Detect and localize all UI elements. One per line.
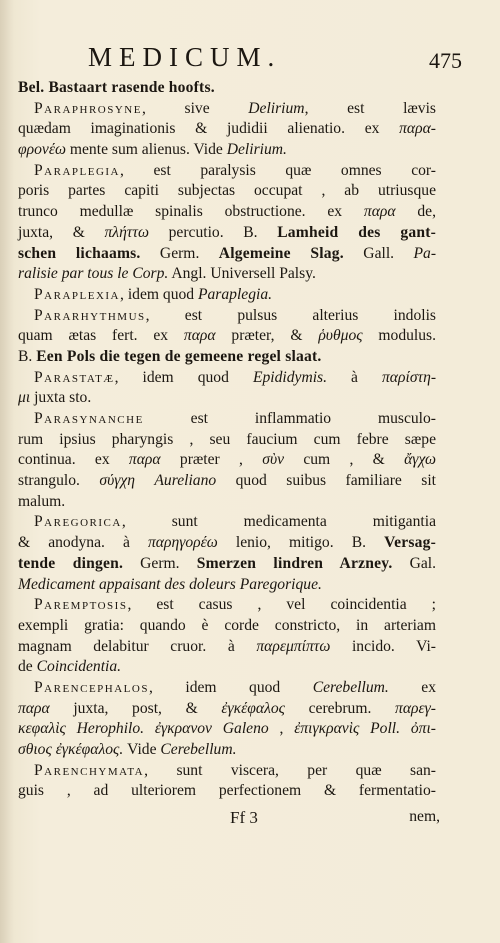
text-segment: Poll. [370,720,401,738]
text-line [18,306,436,327]
text-segment: παρεγ- [395,699,436,717]
text-segment: de [18,658,37,676]
text-segment: Germ. [140,244,219,262]
text-line [18,264,436,285]
text-segment: ἐγκέφαλος [221,699,285,717]
entry-headword: Paraplexia [34,285,121,303]
text-line [18,699,436,720]
entry-headword: Paraplegia [34,161,121,179]
text-segment: παρα [18,699,50,717]
text-segment: guis , ad ulteriorem perfectionem & fermentatio- [18,782,436,800]
text-segment: παρηγορέω [147,534,218,552]
text-segment: , idem quod [120,285,198,303]
text-segment: , idem quod [114,368,253,386]
text-segment: juxta sto. [30,389,92,407]
entry-headword: Parastatæ [34,368,115,386]
text-segment: cerebrum. [284,699,396,717]
text-segment [144,720,155,737]
text-segment: rum ipsius pharyngis , seu faucium cum febre sæpe [18,430,436,448]
text-line [18,616,436,637]
text-segment: poris partes capiti subjectas occupat , ab utriusque [18,182,436,200]
text-segment: Gall. [343,244,414,262]
text-line [18,161,436,182]
text-segment: Bel. [18,79,49,96]
text-segment: Cerebellum. [160,741,237,758]
text-segment: ὀπι- [410,720,436,738]
text-line [18,285,436,306]
text-segment: magnam delabitur cruor. à [18,637,257,655]
text-segment: σὺν [262,451,285,469]
text-segment: , est casus , vel coincidentia ; [127,596,436,614]
text-segment: Een Pols die tegen de gemeene regel slaat. [36,347,322,365]
entry-headword: Pararhythmus [34,306,146,324]
entry-headword: Parasynanche [34,410,144,427]
text-segment [359,720,370,737]
text-segment: ἐγκρανον [154,720,212,738]
text-segment: Delirium [248,99,305,117]
text-segment [135,472,154,489]
text-line [18,740,436,761]
text-line [18,140,436,161]
text-line [18,471,436,492]
text-segment: cum , & [284,451,405,469]
text-segment: Aureliano [154,472,217,490]
page-number: 475 [429,48,462,73]
text-segment: Bastaart rasende hoofts. [48,79,215,96]
text-segment: μι [18,389,31,407]
text-line [18,119,436,140]
text-segment: ἐγκέφαλος. [55,741,124,758]
text-line [18,430,436,451]
text-segment: incido. Vi- [330,637,436,655]
text-line [18,781,436,802]
text-segment: Epididymis. [252,368,328,386]
text-line [18,78,436,99]
text-line [18,637,436,658]
text-segment [212,720,223,737]
text-segment [66,720,77,737]
entry-headword: Paregorica [34,513,122,531]
text-line [18,533,436,554]
text-line [18,492,436,513]
text-line [18,347,436,368]
text-segment: πλήττω [104,223,149,241]
text-line [18,657,436,678]
text-segment: Galeno [222,720,269,738]
text-segment: Algemeine Slag. [218,244,344,262]
text-segment: præter, & [215,327,319,345]
text-segment: ralisie par tous le Corp. [18,265,169,283]
text-line [18,678,436,699]
text-segment: παρίστη- [382,368,437,386]
text-segment: juxta, post, & [49,699,222,717]
text-segment: juxta, & [18,223,105,241]
text-segment: , sive [141,99,249,117]
text-segment: , idem quod [148,678,313,696]
text-segment: Germ. [123,554,197,572]
text-segment: Paraplegia. [197,285,273,303]
text-segment: παρα [128,451,161,469]
text-segment: Pa- [413,244,437,262]
text-segment: σύγχη [99,472,135,490]
text-segment: quod suibus familiare sit [216,472,436,490]
text-segment: κεφαλὶς [18,720,66,738]
text-segment: continua. ex [18,451,129,469]
text-line [18,409,436,430]
signature-mark: Ff 3 [230,808,258,827]
text-segment: strangulo. [18,472,100,490]
text-segment: Angl. Universell Palsy. [168,265,316,283]
dictionary-text [18,78,436,802]
text-line [18,761,436,782]
text-line [18,450,436,471]
text-segment: παρεμπίπτω [256,637,331,655]
entry-headword: Parencephalos [34,678,149,696]
text-line [18,512,436,533]
text-segment: , sunt viscera, per quæ san- [144,761,436,779]
entry-headword: Parenchymata [34,761,145,779]
text-segment: schen lichaams. [18,244,141,262]
text-segment: ῥυθμος [318,327,363,345]
catchword: nem, [409,808,440,825]
text-segment: Lamheid des gant- [277,223,436,241]
page-header [88,42,462,78]
text-line [18,554,436,575]
text-line [18,223,436,244]
text-segment: & anodyna. à [18,534,148,552]
text-line [18,99,436,120]
text-segment: percutio. B. [148,223,278,241]
text-segment: B. [18,347,37,365]
text-segment: trunco medullæ spinalis obstructione. ex [18,203,364,221]
text-line [18,575,436,596]
text-line [18,388,436,409]
text-segment: ἄγχω [404,451,436,469]
text-segment: ἐπιγκρανὶς [294,720,360,738]
text-segment: Medicament appaisant des doleurs Paregorique. [18,575,322,593]
text-segment: Herophilo. [76,720,145,738]
text-line [18,368,436,389]
text-segment: lenio, mitigo. B. [217,534,385,552]
text-segment: modulus. [362,327,437,345]
text-segment: Gal. [392,554,436,572]
text-segment: malum. [18,492,66,510]
text-segment: Vide [123,741,161,758]
text-segment: παρα [183,327,216,345]
text-line [18,244,436,265]
running-head: MEDICUM. [88,42,282,72]
text-segment: Delirium. [226,141,287,159]
text-line [18,595,436,616]
text-segment: σθιος [18,741,52,758]
text-segment: Cerebellum. [312,678,389,696]
text-segment: παρα- [399,120,436,138]
text-segment: , est lævis [304,99,436,117]
text-segment: , [268,720,295,738]
text-segment: tende dingen. [18,554,124,572]
text-segment: quædam imaginationis & judidii alienatio. ex [18,120,400,138]
text-line [18,202,436,223]
text-segment: φρονέω [18,141,66,159]
text-segment: quam ætas fert. ex [18,327,184,345]
entry-headword: Paremptosis [34,596,128,614]
text-segment: Versag- [384,534,436,552]
text-segment: Smerzen lindren Arzney. [196,554,393,572]
text-segment: à [327,368,382,386]
entry-headword: Paraphrosyne [34,99,142,117]
text-line [18,326,436,347]
text-segment: de, [395,203,436,221]
text-segment: est inflammatio musculo- [143,410,436,427]
text-segment: παρα [363,203,396,221]
text-segment: mente sum alienus. Vide [65,141,227,159]
text-line [18,181,436,202]
text-segment [400,720,411,737]
text-segment: Coincidentia. [36,658,122,676]
text-segment: , est paralysis quæ omnes cor- [120,161,436,179]
text-line [18,719,436,740]
text-segment: ex [388,678,436,696]
text-segment: exempli gratia: quando è corde constricto, in arteriam [18,616,436,634]
text-segment: , sunt medicamenta mitigantia [121,513,436,531]
text-segment: , est pulsus alterius indolis [145,306,436,324]
page-footer [230,808,440,832]
text-segment: præter , [160,451,263,469]
